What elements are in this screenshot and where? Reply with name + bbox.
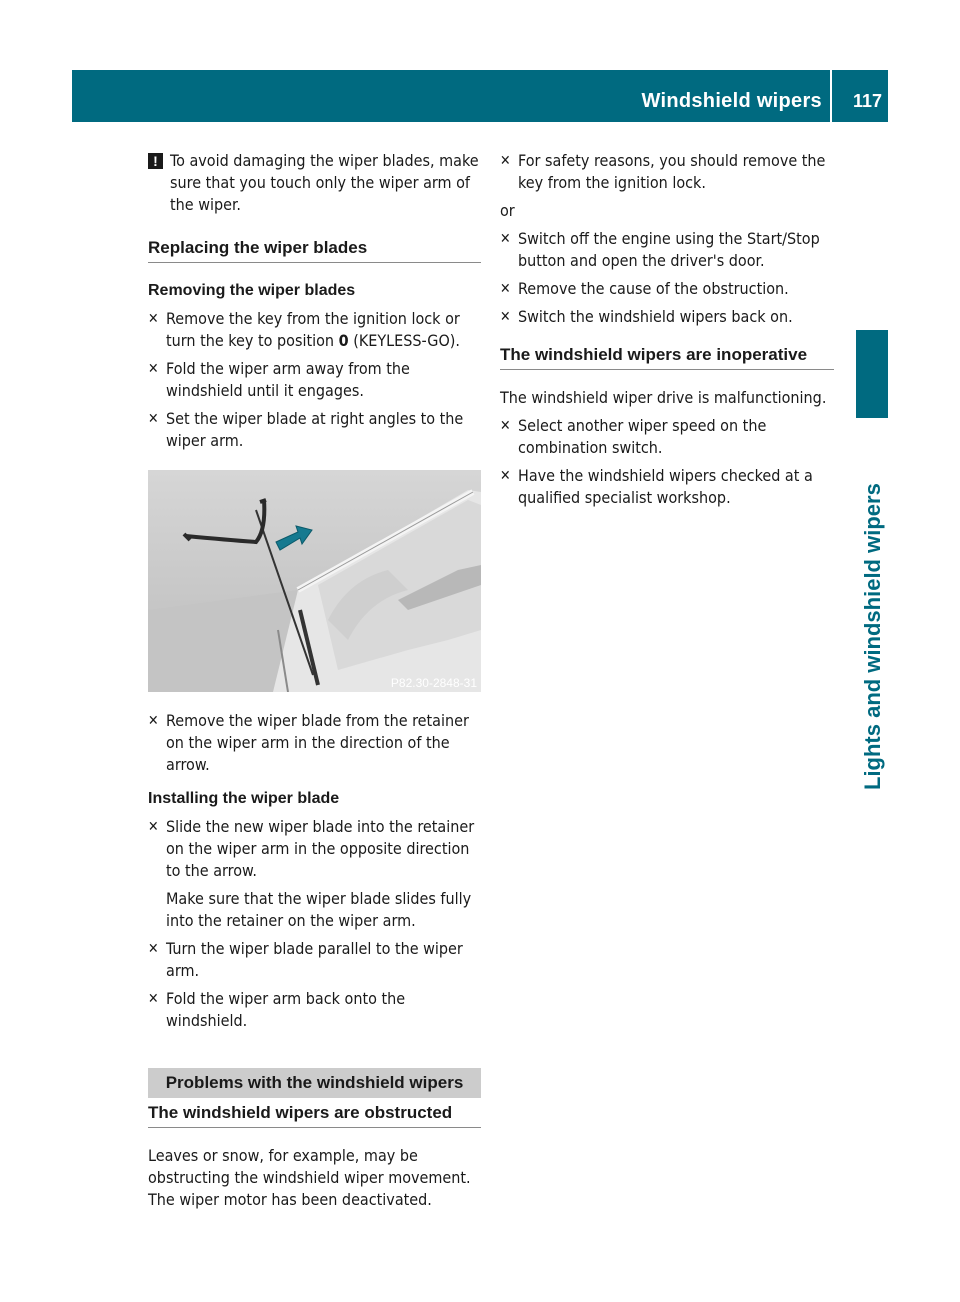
x-step-icon: ✕ (148, 819, 159, 835)
step-note: Make sure that the wiper blade slides fully into the retainer on the wiper arm. (166, 889, 472, 930)
step-select-speed: ✕ Select another wiper speed on the combination switch. (500, 416, 767, 457)
left-column (148, 150, 481, 1211)
side-tab-marker (856, 330, 888, 418)
x-step-icon: ✕ (148, 361, 159, 377)
subheading-installing: Installing the wiper blade (148, 790, 340, 807)
step-fold-arm: ✕ Fold the wiper arm away from the windshield until it engages. (148, 359, 410, 400)
subheading-removing: Removing the wiper blades (148, 282, 356, 299)
step-fold-back: ✕ Fold the wiper arm back onto the windshield. (148, 989, 406, 1030)
step-have-checked: ✕ Have the windshield wipers checked at a qualified specialist workshop. (500, 466, 813, 507)
section-heading-replacing: Replacing the wiper blades (148, 237, 481, 263)
page-number: 117 (852, 91, 882, 111)
x-step-icon: ✕ (500, 309, 511, 325)
section-heading-obstructed: The windshield wipers are obstructed (148, 1102, 481, 1128)
x-step-icon: ✕ (500, 468, 511, 484)
page-header (72, 70, 888, 122)
step-switch-on: ✕ Switch the windshield wipers back on. (500, 307, 793, 326)
chapter-title: Windshield wipers (641, 90, 822, 112)
right-column (500, 150, 834, 515)
step-slide-blade: ✕ Slide the new wiper blade into the retainer on the wiper arm in the opposite direction to the arrow. Make sure that the wiper blade slides fully into the retainer on the wiper arm. (148, 816, 481, 932)
step-remove-cause: ✕ Remove the cause of the obstruction. (500, 279, 789, 298)
x-step-icon: ✕ (148, 411, 159, 427)
wiper-blade-drawing (148, 470, 481, 692)
x-step-icon: ✕ (500, 153, 511, 169)
header-divider (830, 70, 832, 122)
side-section-label: Lights and windshield wipers (860, 483, 885, 790)
step-remove-blade: ✕ Remove the wiper blade from the retainer on the wiper arm in the direction of the arrow. (148, 711, 469, 774)
or-text: or (500, 201, 515, 220)
step-remove-key-safety: ✕ For safety reasons, you should remove the key from the ignition lock. (500, 151, 826, 192)
step-remove-key: ✕ Remove the key from the ignition lock or turn the key to position 0 (KEYLESS-GO). (148, 309, 460, 350)
x-step-icon: ✕ (148, 713, 159, 729)
exclamation-icon: ! (148, 153, 163, 169)
x-step-icon: ✕ (148, 991, 159, 1007)
x-step-icon: ✕ (500, 418, 511, 434)
obstructed-text: Leaves or snow, for example, may be obstructing the windshield wiper movement. The wiper motor has been deactivated. (148, 1146, 471, 1209)
step-turn-blade: ✕ Turn the wiper blade parallel to the wiper arm. (148, 939, 463, 980)
inoperative-text: The windshield wiper drive is malfunctioning. (500, 388, 827, 407)
x-step-icon: ✕ (500, 231, 511, 247)
section-heading-inoperative: The windshield wipers are inoperative (500, 344, 834, 370)
notice-text: To avoid damaging the wiper blades, make sure that you touch only the wiper arm of the wiper. (170, 151, 479, 214)
step-engine-off: ✕ Switch off the engine using the Start/Stop button and open the driver's door. (500, 229, 820, 270)
wiper-illustration (148, 470, 481, 692)
x-step-icon: ✕ (148, 941, 159, 957)
x-step-icon: ✕ (148, 311, 159, 327)
step-set-blade: ✕ Set the wiper blade at right angles to the wiper arm. (148, 409, 464, 450)
x-step-icon: ✕ (500, 281, 511, 297)
notice-block (148, 150, 481, 216)
figure-code: P82.30-2848-31 (390, 676, 477, 690)
problems-banner: Problems with the windshield wipers (148, 1068, 481, 1098)
